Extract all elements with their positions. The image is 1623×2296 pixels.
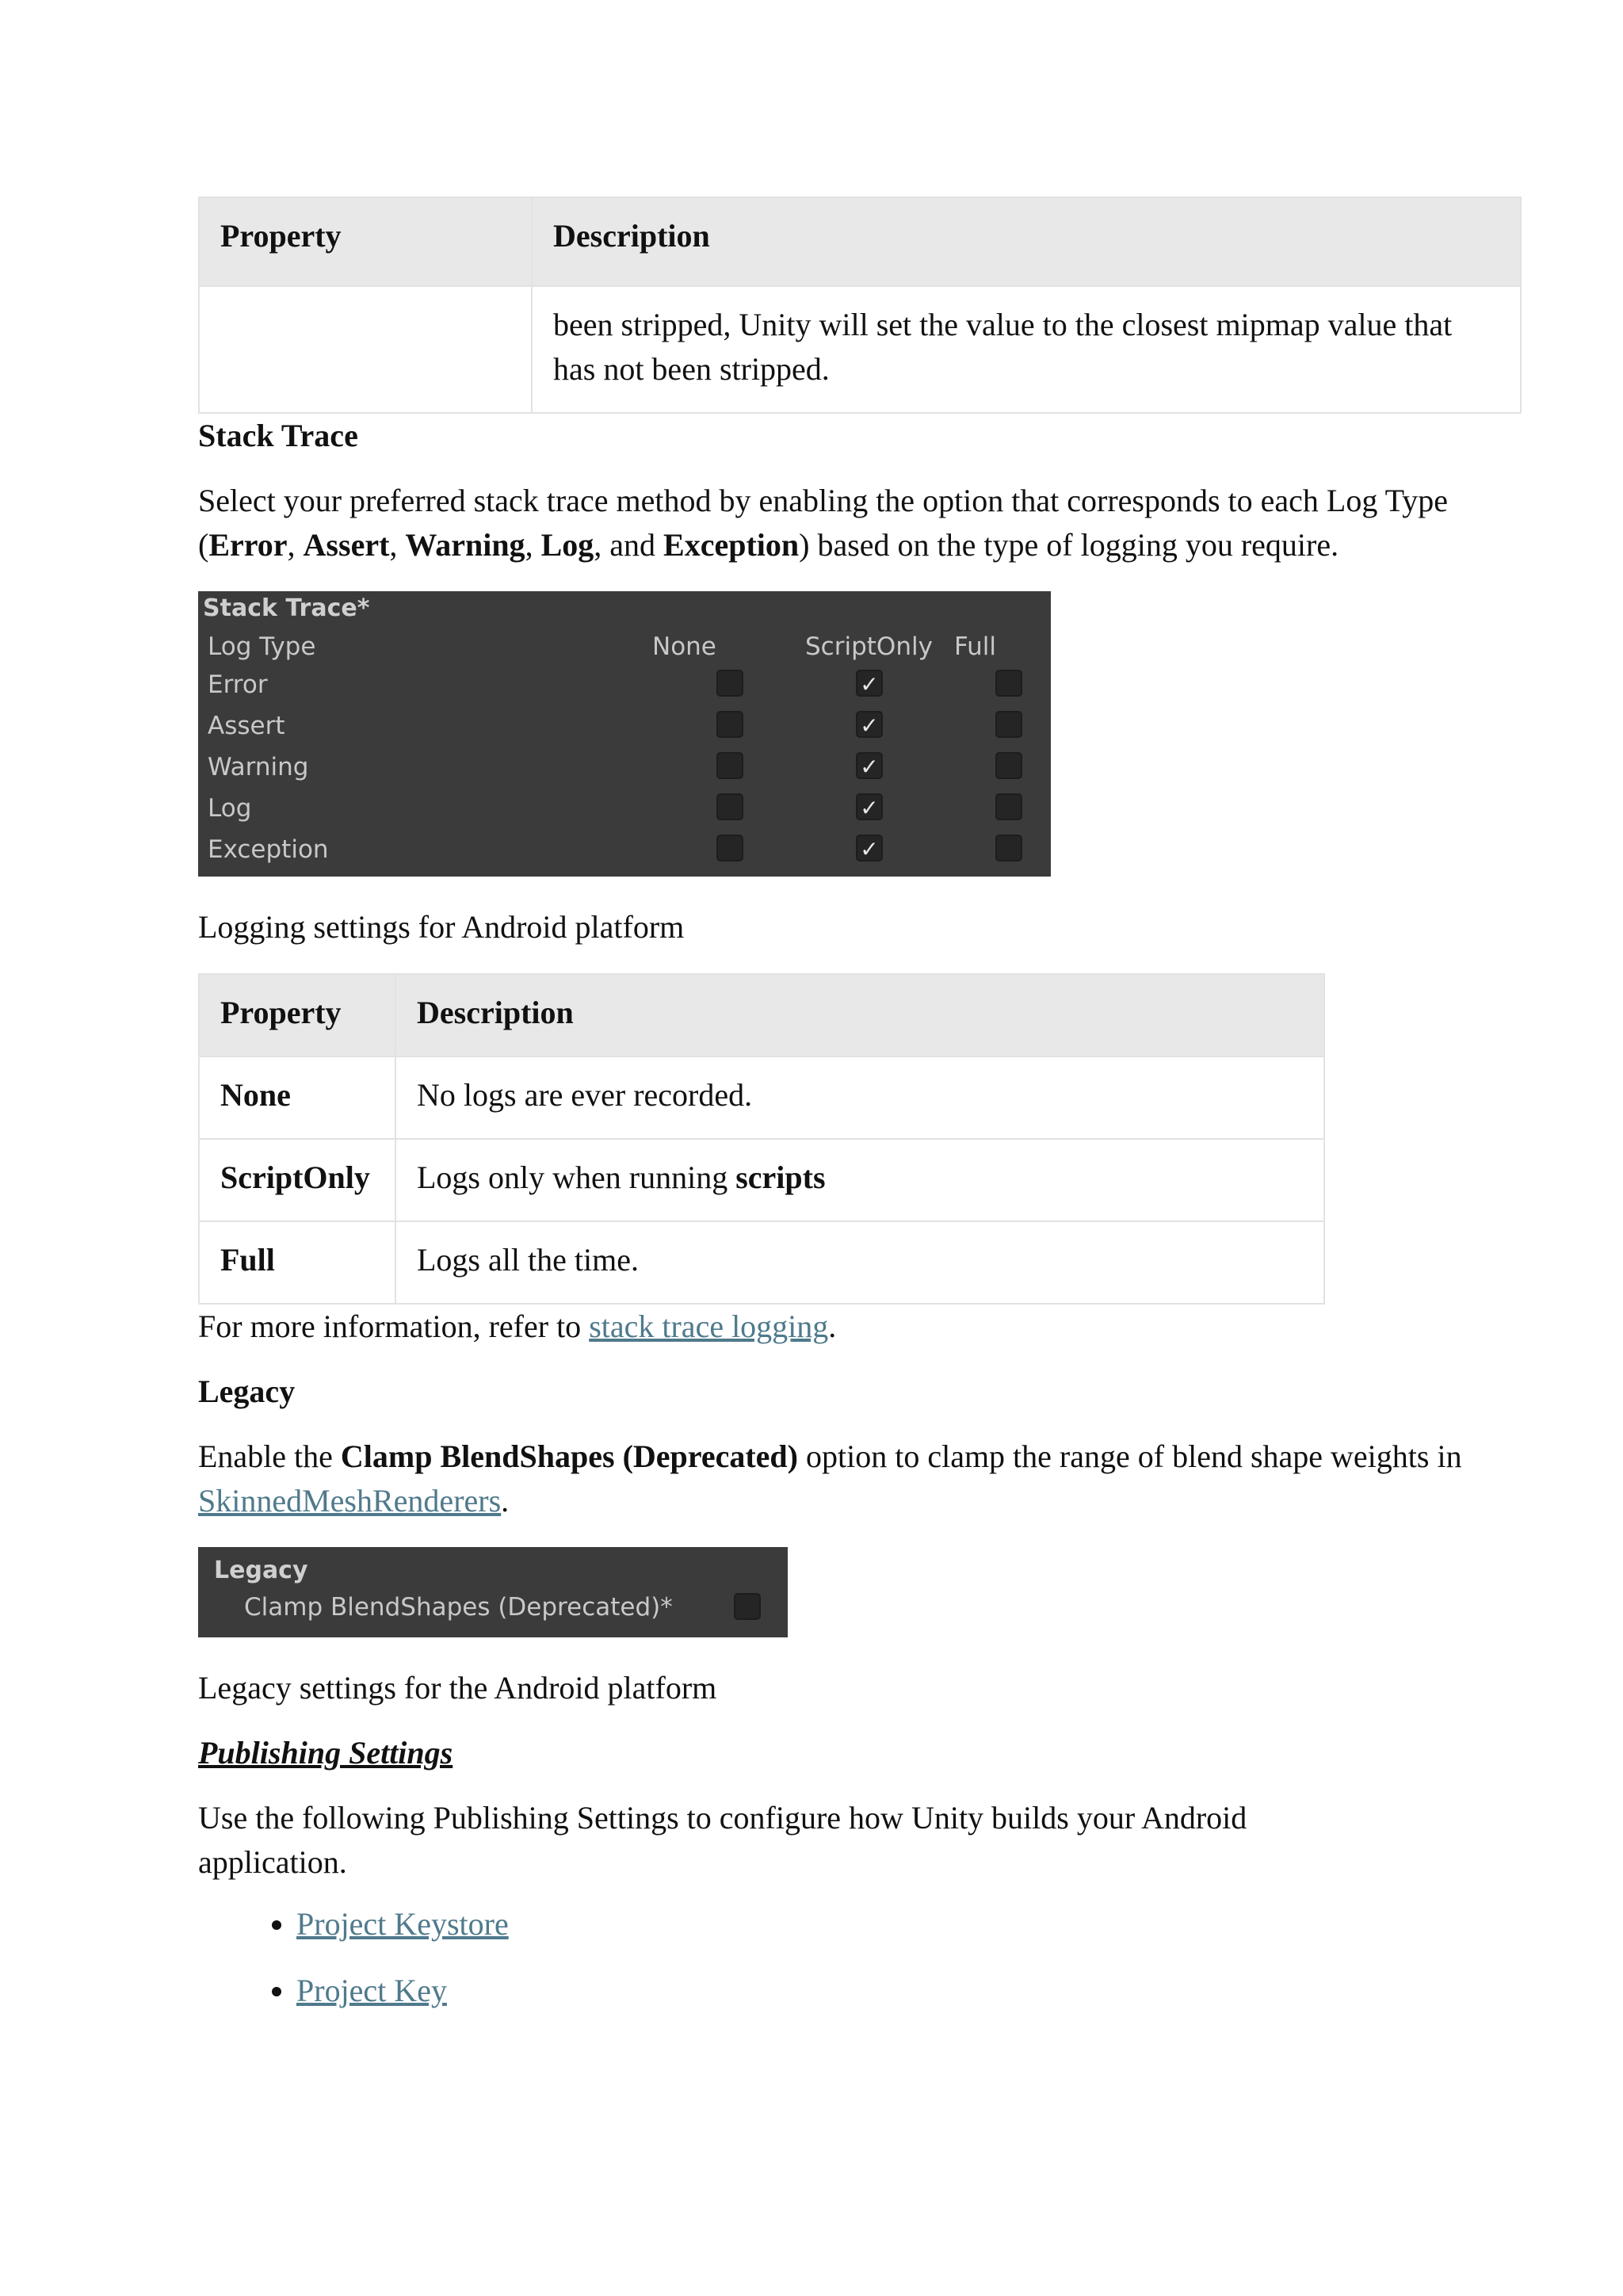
exception-term: Exception <box>663 527 800 563</box>
scriptonly-checkbox[interactable]: ✓ <box>856 670 883 697</box>
description-cell <box>395 1221 1324 1304</box>
column-scriptonly: ScriptOnly <box>805 632 933 661</box>
stack-trace-intro <box>198 479 1466 567</box>
intro-text: , <box>287 527 304 563</box>
description-text: No logs are ever recorded. <box>417 1077 753 1113</box>
table-header-row <box>199 197 1521 286</box>
intro-text: , and <box>594 527 664 563</box>
description-header: Description <box>532 197 1521 286</box>
clamp-blendshapes-term: Clamp BlendShapes (Deprecated) <box>340 1438 798 1474</box>
log-term: Log <box>540 527 594 563</box>
description-header: Description <box>395 974 1324 1056</box>
project-keystore-link[interactable]: Project Keystore <box>296 1906 509 1942</box>
log-type-table <box>198 973 1325 1305</box>
more-info-line <box>198 1305 1522 1349</box>
description-bold: scripts <box>735 1159 826 1195</box>
log-type-label: Assert <box>208 712 285 740</box>
property-header: Property <box>199 197 532 286</box>
description-text: Logs all the time. <box>417 1242 639 1278</box>
legacy-panel <box>198 1547 788 1637</box>
log-type-row-log <box>198 788 1051 829</box>
legacy-intro <box>198 1435 1466 1523</box>
scriptonly-checkbox[interactable]: ✓ <box>856 711 883 738</box>
error-term: Error <box>208 527 288 563</box>
log-type-label: Log <box>208 794 252 823</box>
publishing-intro: Use the following Publishing Settings to configure how Unity builds your Android application. <box>198 1800 1247 1880</box>
property-cell: Full <box>199 1221 395 1304</box>
full-checkbox[interactable] <box>995 711 1022 738</box>
full-checkbox[interactable] <box>995 835 1022 861</box>
stack-trace-caption: Logging settings for Android platform <box>198 909 685 945</box>
description-text: Logs only when running <box>417 1159 736 1195</box>
property-cell <box>199 286 532 413</box>
log-type-label: Exception <box>208 835 329 864</box>
log-type-label: Warning <box>208 753 309 781</box>
more-info-text: For more information, refer to <box>198 1308 590 1344</box>
column-full: Full <box>954 632 997 661</box>
stack-trace-panel <box>198 591 1051 877</box>
log-type-label: Error <box>208 670 268 699</box>
log-type-row-assert <box>198 705 1051 747</box>
stack-trace-heading: Stack Trace <box>198 418 358 453</box>
scriptonly-checkbox[interactable]: ✓ <box>856 835 883 861</box>
stack-trace-logging-link[interactable]: stack trace logging <box>589 1308 829 1344</box>
document-page <box>198 197 1522 2035</box>
more-info-text: . <box>828 1308 837 1344</box>
warning-term: Warning <box>405 527 525 563</box>
full-checkbox[interactable] <box>995 670 1022 697</box>
intro-text: Select your preferred stack trace method by enabling the option that corresponds to each Log Type ( <box>198 483 1449 563</box>
log-type-row-error <box>198 664 1051 705</box>
none-checkbox[interactable] <box>716 835 743 861</box>
table-row <box>199 1056 1324 1139</box>
scriptonly-checkbox[interactable]: ✓ <box>856 752 883 779</box>
table-header-row <box>199 974 1324 1056</box>
table-row <box>199 1221 1324 1304</box>
assert-term: Assert <box>303 527 390 563</box>
legacy-caption: Legacy settings for the Android platform <box>198 1670 717 1706</box>
texture-property-table <box>198 197 1522 414</box>
log-type-header-row <box>198 626 1051 667</box>
intro-text: , <box>525 527 541 563</box>
intro-text: option to clamp the range of blend shape weights in <box>797 1438 1462 1474</box>
publishing-settings-heading-text: Publishing Settings <box>198 1735 453 1771</box>
none-checkbox[interactable] <box>716 752 743 779</box>
list-item <box>296 1902 1522 1946</box>
property-header: Property <box>199 974 395 1056</box>
full-checkbox[interactable] <box>995 793 1022 820</box>
intro-text: , <box>389 527 406 563</box>
scriptonly-checkbox[interactable]: ✓ <box>856 793 883 820</box>
legacy-heading: Legacy <box>198 1373 296 1409</box>
publishing-links-list <box>198 1902 1522 2013</box>
legacy-panel-title: Legacy <box>214 1557 308 1584</box>
stack-trace-panel-title: Stack Trace* <box>203 594 370 622</box>
none-checkbox[interactable] <box>716 711 743 738</box>
property-cell: ScriptOnly <box>199 1139 395 1221</box>
log-type-row-warning <box>198 747 1051 788</box>
column-none: None <box>652 632 716 661</box>
full-checkbox[interactable] <box>995 752 1022 779</box>
table-row <box>199 1139 1324 1221</box>
property-cell: None <box>199 1056 395 1139</box>
list-item <box>296 1969 1522 2013</box>
none-checkbox[interactable] <box>716 670 743 697</box>
skinned-mesh-renderers-link[interactable]: SkinnedMeshRenderers <box>198 1483 502 1519</box>
description-cell <box>395 1139 1324 1221</box>
clamp-blendshapes-label: Clamp BlendShapes (Deprecated)* <box>244 1593 673 1622</box>
intro-text: ) based on the type of logging you require. <box>799 527 1339 563</box>
log-type-row-exception <box>198 829 1051 870</box>
table-row <box>199 286 1521 413</box>
description-cell <box>395 1056 1324 1139</box>
none-checkbox[interactable] <box>716 793 743 820</box>
intro-text: . <box>501 1483 510 1519</box>
description-cell: been stripped, Unity will set the value to the closest mipmap value that has not been stripped. <box>532 286 1521 413</box>
publishing-settings-heading <box>198 1731 1522 1775</box>
intro-text: Enable the <box>198 1438 341 1474</box>
log-type-label: Log Type <box>208 632 316 661</box>
project-key-link[interactable]: Project Key <box>296 1973 447 2008</box>
clamp-blendshapes-checkbox[interactable] <box>734 1593 761 1620</box>
